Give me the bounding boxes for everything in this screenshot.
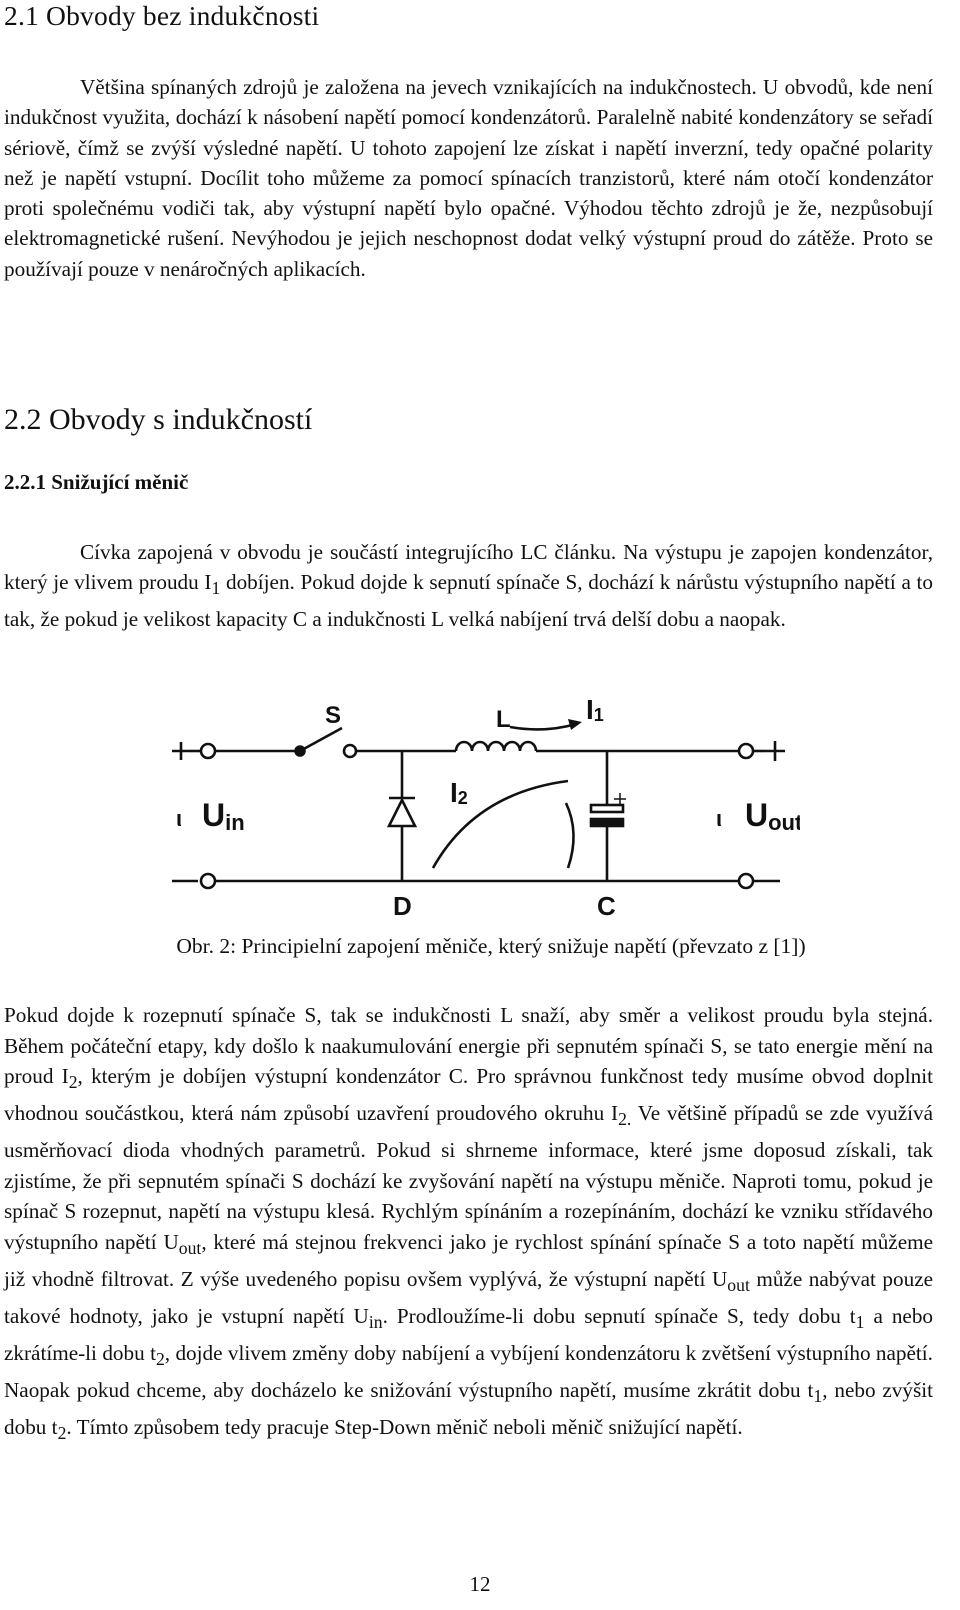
capacitor-label: C [597, 891, 616, 921]
paragraph-text: a nebo zkrátíme-li dobu t [4, 1303, 934, 1365]
paragraph-text: , které má stejnou frekvenci jako je rychlost spínání spínače S a toto napětí můžeme již vhodně filtrovat. Z výše uvedeného popisu ovšem vyplývá, že výstupní napětí U [4, 1230, 933, 1291]
subscript: 2 [57, 1422, 67, 1443]
current-label-sub: 1 [593, 705, 604, 725]
side-mark-left: ι [176, 806, 183, 831]
paragraph-text: Cívka zapojená v obvodu je součástí integrujícího LC článku. Na výstupu je zapojen kondenzátor, který je vlivem proudu I [4, 540, 933, 595]
buck-converter-schematic [160, 693, 800, 923]
switch-contact [344, 745, 356, 757]
section-heading-2-1: 2.1 Obvody bez indukčnosti [4, 0, 320, 31]
page-number: 12 [469, 1572, 491, 1596]
voltage-letter: U [202, 797, 226, 833]
section-heading-2-2-1: 2.2.1 Snižující měnič [4, 470, 189, 494]
subscript: 2 [155, 1348, 165, 1369]
paragraph-text: , nebo zvýšit dobu t [4, 1377, 934, 1439]
output-terminal-bottom [739, 874, 753, 888]
current-i2-arc [566, 803, 574, 868]
current-label-sub: 2 [457, 788, 468, 808]
paragraph-text: , dojde vlivem změny doby nabíjení a vybíjení kondenzátoru k zvětšení výstupního napětí. Naopak pokud chceme, aby docházelo ke snižování výstupního napětí, musíme zkrátit dobu t [4, 1340, 933, 1402]
output-terminal-top [739, 744, 753, 758]
input-voltage-label [202, 797, 245, 835]
paragraph-text: může nabývat pouze takové hodnoty, jako je vstupní napětí U [4, 1266, 933, 1328]
switch-blade [300, 728, 342, 751]
paragraph-text: Ve většině případů se zde využívá usměrňovací dioda vhodných parametrů. Pokud si shrneme informace, které jsme doposud získali, tak zjistíme, že při sepnutém spínači S dochází ke zvyšování napětí na výstupu měniče. Naproti tomu, pokud je spínač S rozepnut, napětí na výstupu klesá. Rychlým spínáním a rozepínáním, dochází ke vzniku střídavého výstupního napětí U [4, 1101, 934, 1255]
subscript: 1 [855, 1312, 865, 1333]
paragraph-text: . Tímto způsobem tedy pracuje Step-Down měnič neboli měnič snižující napětí. [66, 1414, 743, 1439]
voltage-letter: U [745, 797, 769, 833]
subscript: out [727, 1275, 750, 1296]
voltage-sub: out [768, 810, 800, 835]
side-mark-right: ι [716, 806, 723, 831]
subscript: 1 [813, 1385, 823, 1406]
current-label-i1 [586, 694, 604, 725]
output-voltage-label [745, 797, 800, 835]
current-label-i2 [450, 777, 468, 808]
paragraph-operation [4, 1000, 933, 1448]
subscript: 2 [68, 1072, 78, 1093]
subscript: out [178, 1238, 202, 1259]
current-label-letter: I [586, 694, 594, 725]
section-heading-2-2: 2.2 Obvody s indukčností [4, 403, 313, 436]
input-terminal-top [201, 744, 215, 758]
inductor-label: L [496, 706, 511, 733]
capacitor-plate-positive [591, 805, 623, 812]
diode-triangle [389, 800, 415, 826]
inductor-coil [456, 742, 536, 751]
subscript: 1 [211, 578, 221, 599]
subscript: in [368, 1312, 383, 1333]
voltage-sub: in [225, 810, 245, 835]
paragraph-text: , kterým je dobíjen výstupní kondenzátor C. Pro správnou funkčnost tedy musíme obvod doplnit vhodnou součástkou, která nám způsobí uzavření proudového okruhu I [4, 1064, 933, 1126]
current-label-letter: I [450, 777, 458, 808]
paragraph-text: Většina spínaných zdrojů je založena na jevech vznikajících na indukčnostech. U obvodů, kde není indukčnost využita, dochází k násobení napětí pomocí kondenzátorů. Paralelně nabité kondenzátory se seřadí sériově, čímž se zvýší výsledné napětí. U tohoto zapojení lze získat i napětí inverzní, tedy opačné polarity než je napětí vstupní. Docílit toho můžeme za pomocí spínacích tranzistorů, které nám otočí kondenzátor proti společnému vodiči tak, aby výstupní napětí bylo opačné. Výhodou těchto zdrojů je že, nezpůsobují elektromagnetické rušení. Nevýhodou je jejich neschopnost dodat velký výstupní proud do zátěže. Proto se používají pouze v nenáročných aplikacích. [4, 75, 933, 281]
figure-caption: Obr. 2: Principielní zapojení měniče, který snižuje napětí (převzato z [1]) [176, 934, 806, 958]
schematic-drawing [160, 693, 800, 923]
paragraph-text: . Prodloužíme-li dobu sepnutí spínače S, tedy dobu t [382, 1303, 856, 1328]
paragraph-buck-converter [4, 537, 933, 634]
switch-label: S [325, 702, 342, 729]
paragraph-text: dobíjen. Pokud dojde k sepnutí spínače S, dochází k nárůstu výstupního napětí a to tak, že pokud je velikost kapacity C a indukčnosti L velká nabíjení trvá delší dobu a naopak. [4, 570, 934, 631]
arrowhead-icon [568, 719, 582, 730]
diode-label: D [393, 891, 412, 921]
current-i1-arrow [510, 724, 576, 729]
capacitor-plate-negative [591, 819, 623, 826]
paragraph-text: Pokud dojde k rozepnutí spínače S, tak se indukčnosti L snaží, aby směr a velikost proudu byla stejná. Během počáteční etapy, kdy došlo k naakumulování energie při sepnutém spínači S, se tato energie mění na proud I [4, 1003, 933, 1089]
input-terminal-bottom [201, 874, 215, 888]
subscript: 2. [618, 1109, 632, 1130]
paragraph-without-inductance [4, 72, 933, 284]
